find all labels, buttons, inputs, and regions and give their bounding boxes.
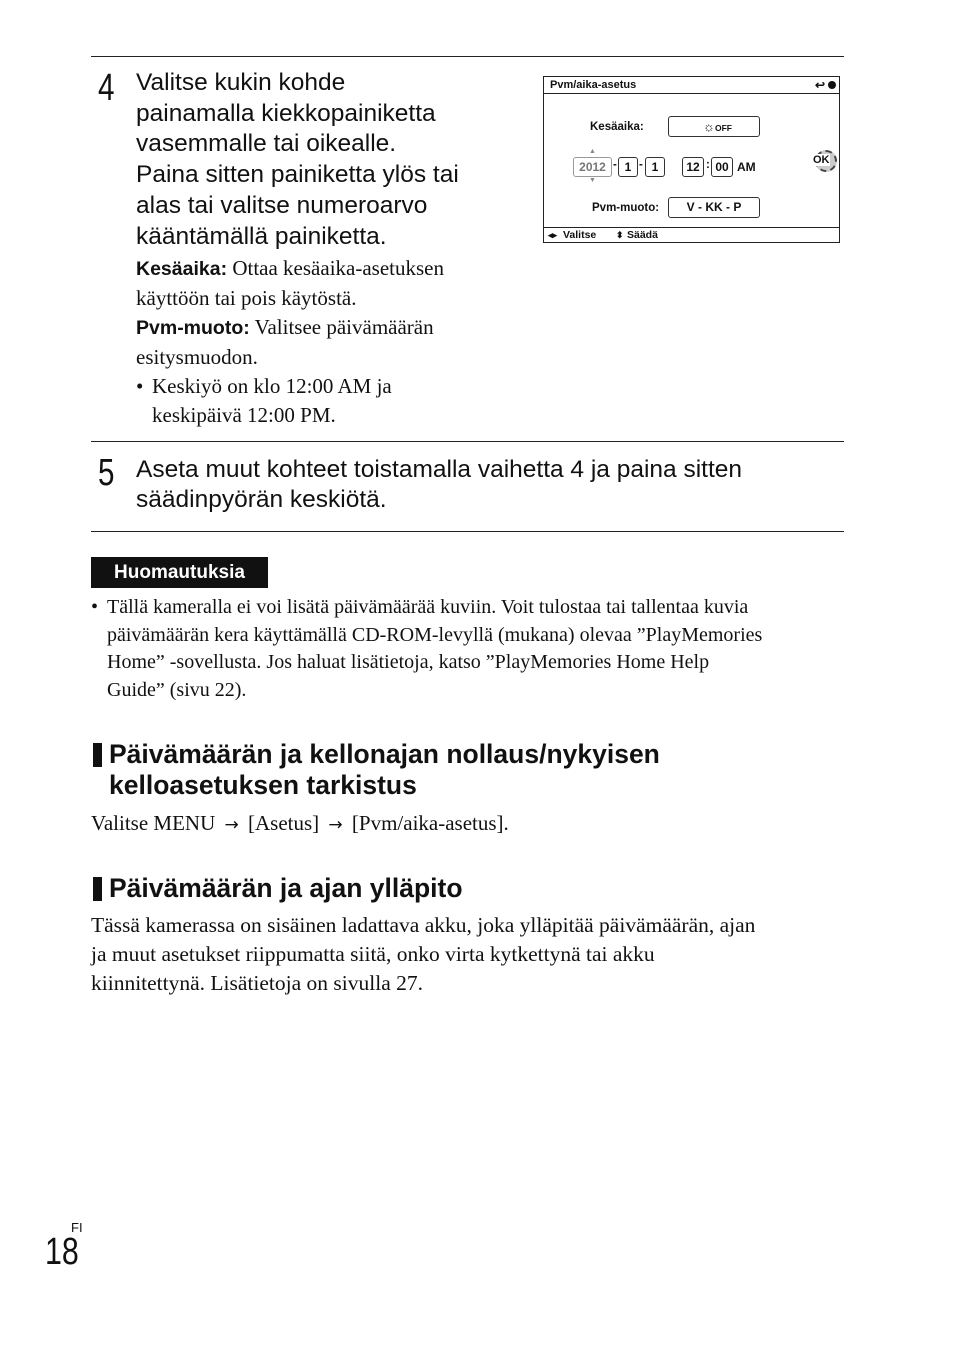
bullet-dot: • (91, 596, 99, 618)
step-divider (91, 441, 844, 442)
step-4-details (136, 254, 516, 430)
up-down-icon: ⬍ (616, 230, 624, 240)
kesaaika-description (136, 254, 516, 284)
body-line: ja muut asetukset riippumatta siitä, onko virta kytkettynä tai akku (91, 942, 655, 966)
up-arrow-icon: ▲ (589, 148, 596, 155)
top-rule (91, 56, 844, 57)
day-field: 1 (645, 157, 665, 177)
step-4-number: 4 (98, 67, 115, 109)
bullet-text-cont: keskipäivä 12:00 PM. (152, 403, 336, 427)
pvm-muoto-text: Valitsee päivämäärän (254, 315, 434, 339)
camera-screen-footer (544, 227, 839, 242)
body-line: kiinnitettynä. Lisätietoja on sivulla 27. (91, 971, 424, 995)
footer-adjust-label: Säädä (627, 229, 658, 241)
notes-list (91, 594, 851, 704)
kesaaika-field (668, 116, 760, 137)
body-line: Tässä kamerassa on sisäinen ladattava akku, joka ylläpitää päivämäärän, ajan (91, 913, 756, 937)
ok-button-icon (815, 150, 837, 172)
step-5-line: Aseta muut kohteet toistamalla vaihetta 4 ja paina sitten (136, 456, 743, 483)
menu-path (91, 809, 509, 840)
down-arrow-icon: ▼ (589, 177, 596, 184)
sun-icon: ☼ (703, 119, 715, 134)
step-4-line: Valitse kukin kohde (136, 69, 346, 96)
section-heading: Päivämäärän ja kellonajan nollaus/nykyisen (109, 739, 660, 769)
section-heading: Päivämäärän ja ajan ylläpito (109, 873, 463, 903)
step-5-number: 5 (98, 452, 115, 494)
ok-label: OK (813, 154, 830, 166)
date-separator: - (639, 159, 643, 171)
left-right-icon: ◂▸ (548, 230, 558, 240)
page-number: 18 (45, 1231, 79, 1273)
step-5-line: säädinpyörän keskiötä. (136, 486, 387, 513)
hour-field: 12 (682, 157, 704, 177)
time-separator: : (706, 159, 710, 171)
camera-screen-header (544, 77, 839, 94)
date-separator: - (613, 159, 617, 171)
menu-path-start: Valitse MENU (91, 811, 216, 835)
ampm-label: AM (737, 160, 756, 174)
menu-path-asetus: [Asetus] (248, 811, 320, 835)
language-code: FI (71, 1220, 83, 1235)
step-4-line: Paina sitten painiketta ylös tai (136, 161, 459, 189)
bullet-item (136, 372, 516, 401)
bullet-text: Keskiyö on klo 12:00 AM ja (152, 374, 392, 398)
kesaaika-term: Kesäaika: (136, 258, 228, 280)
step-4-line: alas tai valitse numeroarvo (136, 191, 428, 219)
pvm-muoto-label: Pvm-muoto: (592, 202, 660, 214)
kesaaika-text: Ottaa kesäaika-asetuksen (232, 256, 444, 280)
note-line (91, 594, 851, 622)
menu-path-end: [Pvm/aika-asetus]. (351, 811, 509, 835)
pvm-muoto-term: Pvm-muoto: (136, 317, 250, 339)
arrow-icon: → (328, 815, 343, 835)
note-line: päivämäärän kera käyttämällä CD-ROM-levyllä (mukana) olevaa ”PlayMemories (107, 623, 763, 646)
footer-select-label: Valitse (563, 229, 597, 241)
kesaaika-value: OFF (715, 123, 732, 133)
section-body (91, 911, 755, 998)
year-field: 2012 (573, 157, 612, 177)
pvm-muoto-text-cont: esitysmuodon. (136, 345, 258, 369)
bullet-dot: • (136, 374, 144, 398)
note-line: Home” -sovellusta. Jos haluat lisätietoja, katso ”PlayMemories Home Help (107, 651, 710, 673)
kesaaika-text-cont: käyttöön tai pois käytöstä. (136, 286, 357, 310)
pvm-muoto-field: V - KK - P (668, 197, 760, 218)
month-field: 1 (618, 157, 638, 177)
step-4-instructions (136, 68, 459, 252)
step-4-line: kääntämällä painiketta. (136, 222, 387, 250)
camera-screen-illustration (543, 76, 840, 243)
camera-screen-title: Pvm/aika-asetus (550, 79, 637, 91)
notes-badge: Huomautuksia (91, 557, 268, 588)
pvm-muoto-description (136, 313, 516, 343)
section-marker-icon (93, 743, 102, 767)
section-marker-icon (93, 877, 102, 901)
arrow-icon: → (224, 815, 239, 835)
back-icon: ↩ (814, 78, 825, 92)
section-heading-cont: kelloasetuksen tarkistus (109, 770, 417, 800)
bottom-step-rule (91, 531, 844, 532)
note-line: Guide” (sivu 22). (107, 678, 247, 701)
note-text: Tällä kameralla ei voi lisätä päivämäärää kuviin. Voit tulostaa tai tallentaa kuvia (107, 596, 749, 618)
minute-field: 00 (711, 157, 733, 177)
step-4-line: painamalla kiekkopainiketta (136, 99, 436, 127)
step-4-line: vasemmalle tai oikealle. (136, 130, 397, 158)
kesaaika-label: Kesäaika: (590, 121, 644, 133)
record-dot-icon (828, 81, 836, 89)
